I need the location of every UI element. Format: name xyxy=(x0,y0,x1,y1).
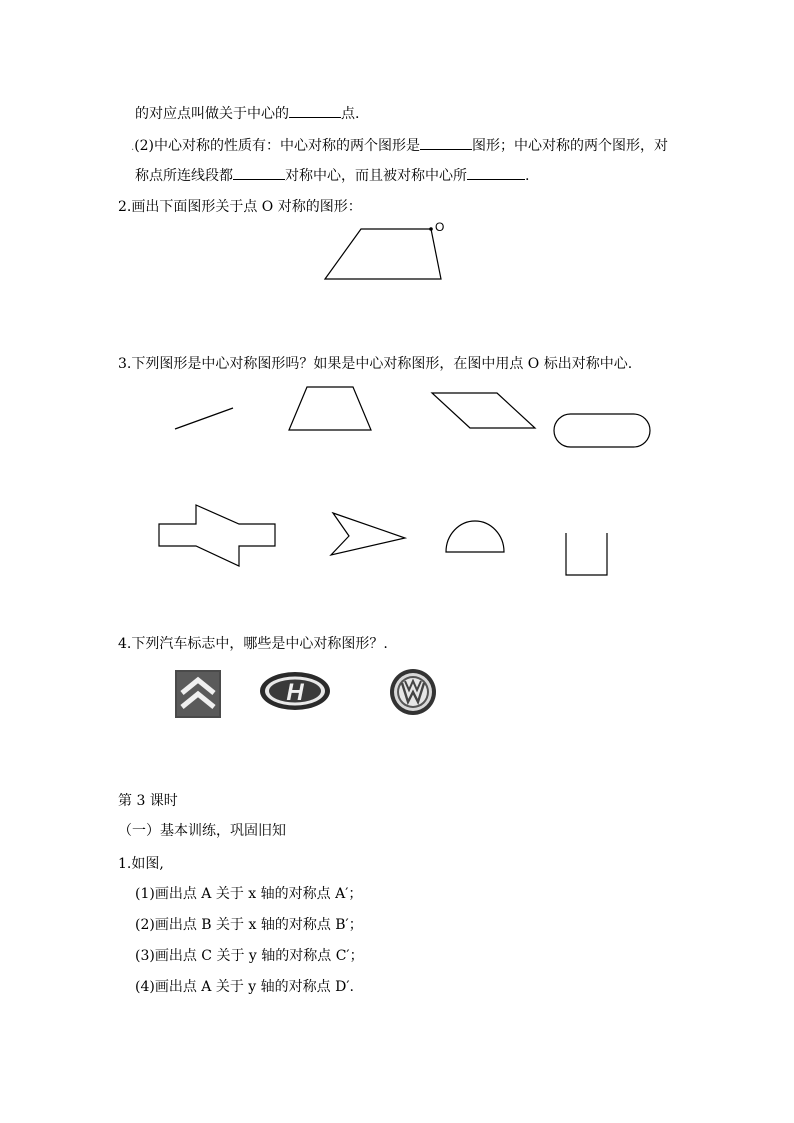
point-o-label: O xyxy=(435,220,445,234)
q3-semicircle xyxy=(446,521,504,552)
hyundai-logo xyxy=(260,672,330,710)
volkswagen-logo xyxy=(390,669,436,715)
sub-item-3: (3)画出点 C 关于 y 轴的对称点 C′； xyxy=(135,948,364,964)
sub-item-2: (2)画出点 B 关于 x 轴的对称点 B′； xyxy=(135,917,363,933)
q3-parallelogram xyxy=(432,393,535,428)
citroen-logo xyxy=(175,670,221,718)
sub-item-1: (1)画出点 A 关于 x 轴的对称点 A′； xyxy=(135,886,363,902)
text-fragment: 点. xyxy=(341,106,360,122)
lesson-subtitle: （一）基本训练，巩固旧知 xyxy=(118,823,286,839)
q3-trapezoid xyxy=(289,387,371,430)
q3-cross-shape xyxy=(159,505,275,566)
question-2-text: 2.画出下面图形关于点 O 对称的图形： xyxy=(118,199,362,215)
question-4-text: 4.下列汽车标志中，哪些是中心对称图形？. xyxy=(118,636,388,652)
text-fragment: 图形；中心对称的两个图形，对 xyxy=(472,138,669,154)
text-fragment: 对称中心，而且被对称中心所 xyxy=(285,168,467,184)
q2-quadrilateral xyxy=(325,229,441,279)
text-fragment: . xyxy=(525,168,530,184)
lesson-title: 第 3 课时 xyxy=(118,793,178,809)
text-fragment: 称点所连线段都 xyxy=(135,168,233,184)
text-fragment: (2)中心对称的性质有：中心对称的两个图形是 xyxy=(134,138,421,154)
lesson-question-1: 1.如图, xyxy=(118,856,164,872)
sub-item-4: (4)画出点 A 关于 y 轴的对称点 D′. xyxy=(135,979,354,995)
q3-u-shape xyxy=(566,533,607,575)
hyundai-letter: H xyxy=(286,679,304,706)
q3-segment xyxy=(175,408,233,429)
q3-rounded-rect xyxy=(554,414,650,447)
q3-arrowhead xyxy=(331,513,405,555)
stray-marker: . xyxy=(131,142,135,153)
point-o-dot xyxy=(429,227,433,231)
text-fragment: 的对应点叫做关于中心的 xyxy=(135,106,289,122)
question-3-text: 3.下列图形是中心对称图形吗？如果是中心对称图形，在图中用点 O 标出对称中心. xyxy=(118,356,633,372)
